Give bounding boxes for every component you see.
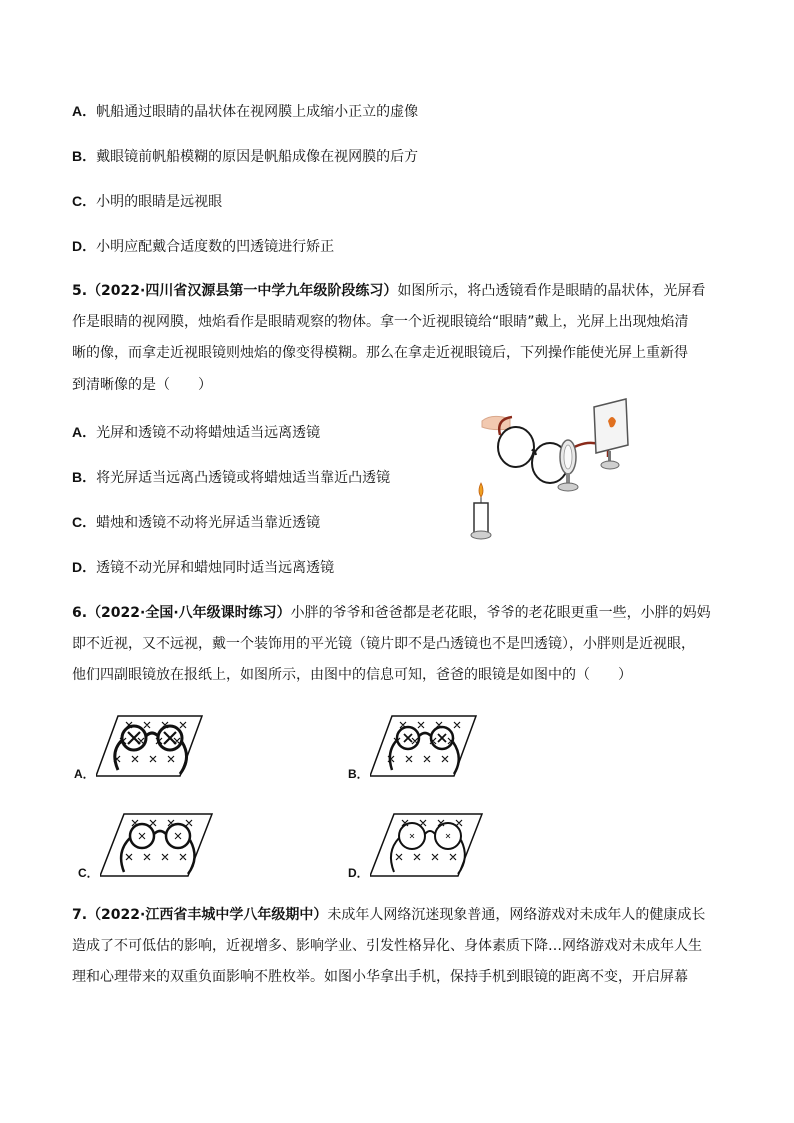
q4-option-b: B．戴眼镜前帆船模糊的原因是帆船成像在视网膜的后方 [72,148,419,165]
q6-figure-d [370,810,485,882]
q4-option-d: D．小明应配戴合适度数的凹透镜进行矫正 [72,238,335,255]
q5-option-d: D．透镜不动光屏和蜡烛同时适当远离透镜 [72,559,335,576]
q5-option-a: A．光屏和透镜不动将蜡烛适当远离透镜 [72,424,321,441]
q5-stem-line4: 到清晰像的是（ ） [72,377,212,393]
q6-stem-line2: 即不近视，又不远视，戴一个装饰用的平光镜（镜片即不是凸透镜也不是凹透镜），小胖则是近视眼， [72,636,695,652]
q6-label-d: D． [348,866,369,880]
q6-stem-line1: 6.（2022·全国·八年级课时练习）小胖的爷爷和爸爸都是老花眼，爷爷的老花眼更重一些，小胖的妈妈 [72,605,711,621]
q6-figure-c [100,810,215,882]
q5-option-c: C．蜡烛和透镜不动将光屏适当靠近透镜 [72,514,321,531]
q7-stem-line2: 造成了不可低估的影响，近视增多、影响学业、引发性格异化、身体素质下降…网络游戏对未成年人生 [72,938,702,954]
q6-stem-line3: 他们四副眼镜放在报纸上，如图所示，由图中的信息可知，爸爸的眼镜是如图中的（ ） [72,667,632,683]
q7-stem-line1: 7.（2022·江西省丰城中学八年级期中）未成年人网络沉迷现象普通，网络游戏对未成年人的健康成长 [72,907,706,923]
q5-stem-line3: 晰的像，而拿走近视眼镜则烛焰的像变得模糊。那么在拿走近视眼镜后，下列操作能使光屏上重新得 [72,345,688,361]
q7-stem-line3: 理和心理带来的双重负面影响不胜枚举。如图小华拿出手机，保持手机到眼镜的距离不变，开启屏幕 [72,969,688,985]
q6-label-a: A． [74,767,95,781]
q4-option-a: A．帆船通过眼睛的晶状体在视网膜上成缩小正立的虚像 [72,103,419,120]
q5-stem-line2: 作是眼睛的视网膜，烛焰看作是眼睛观察的物体。拿一个近视眼镜给“眼睛”戴上，光屏上出现烛焰清 [72,314,689,330]
q6-figure-a [96,712,206,782]
q6-label-b: B． [348,767,369,781]
q6-figure-b [370,712,480,782]
q5-stem-line1: 5.（2022·四川省汉源县第一中学九年级阶段练习）如图所示，将凸透镜看作是眼睛的晶状体，光屏看 [72,283,706,299]
q4-option-c: C．小明的眼睛是远视眼 [72,193,223,210]
q5-optics-figure [470,395,650,545]
q5-option-b: B．将光屏适当远离凸透镜或将蜡烛适当靠近凸透镜 [72,469,391,486]
q6-label-c: C． [78,866,99,880]
